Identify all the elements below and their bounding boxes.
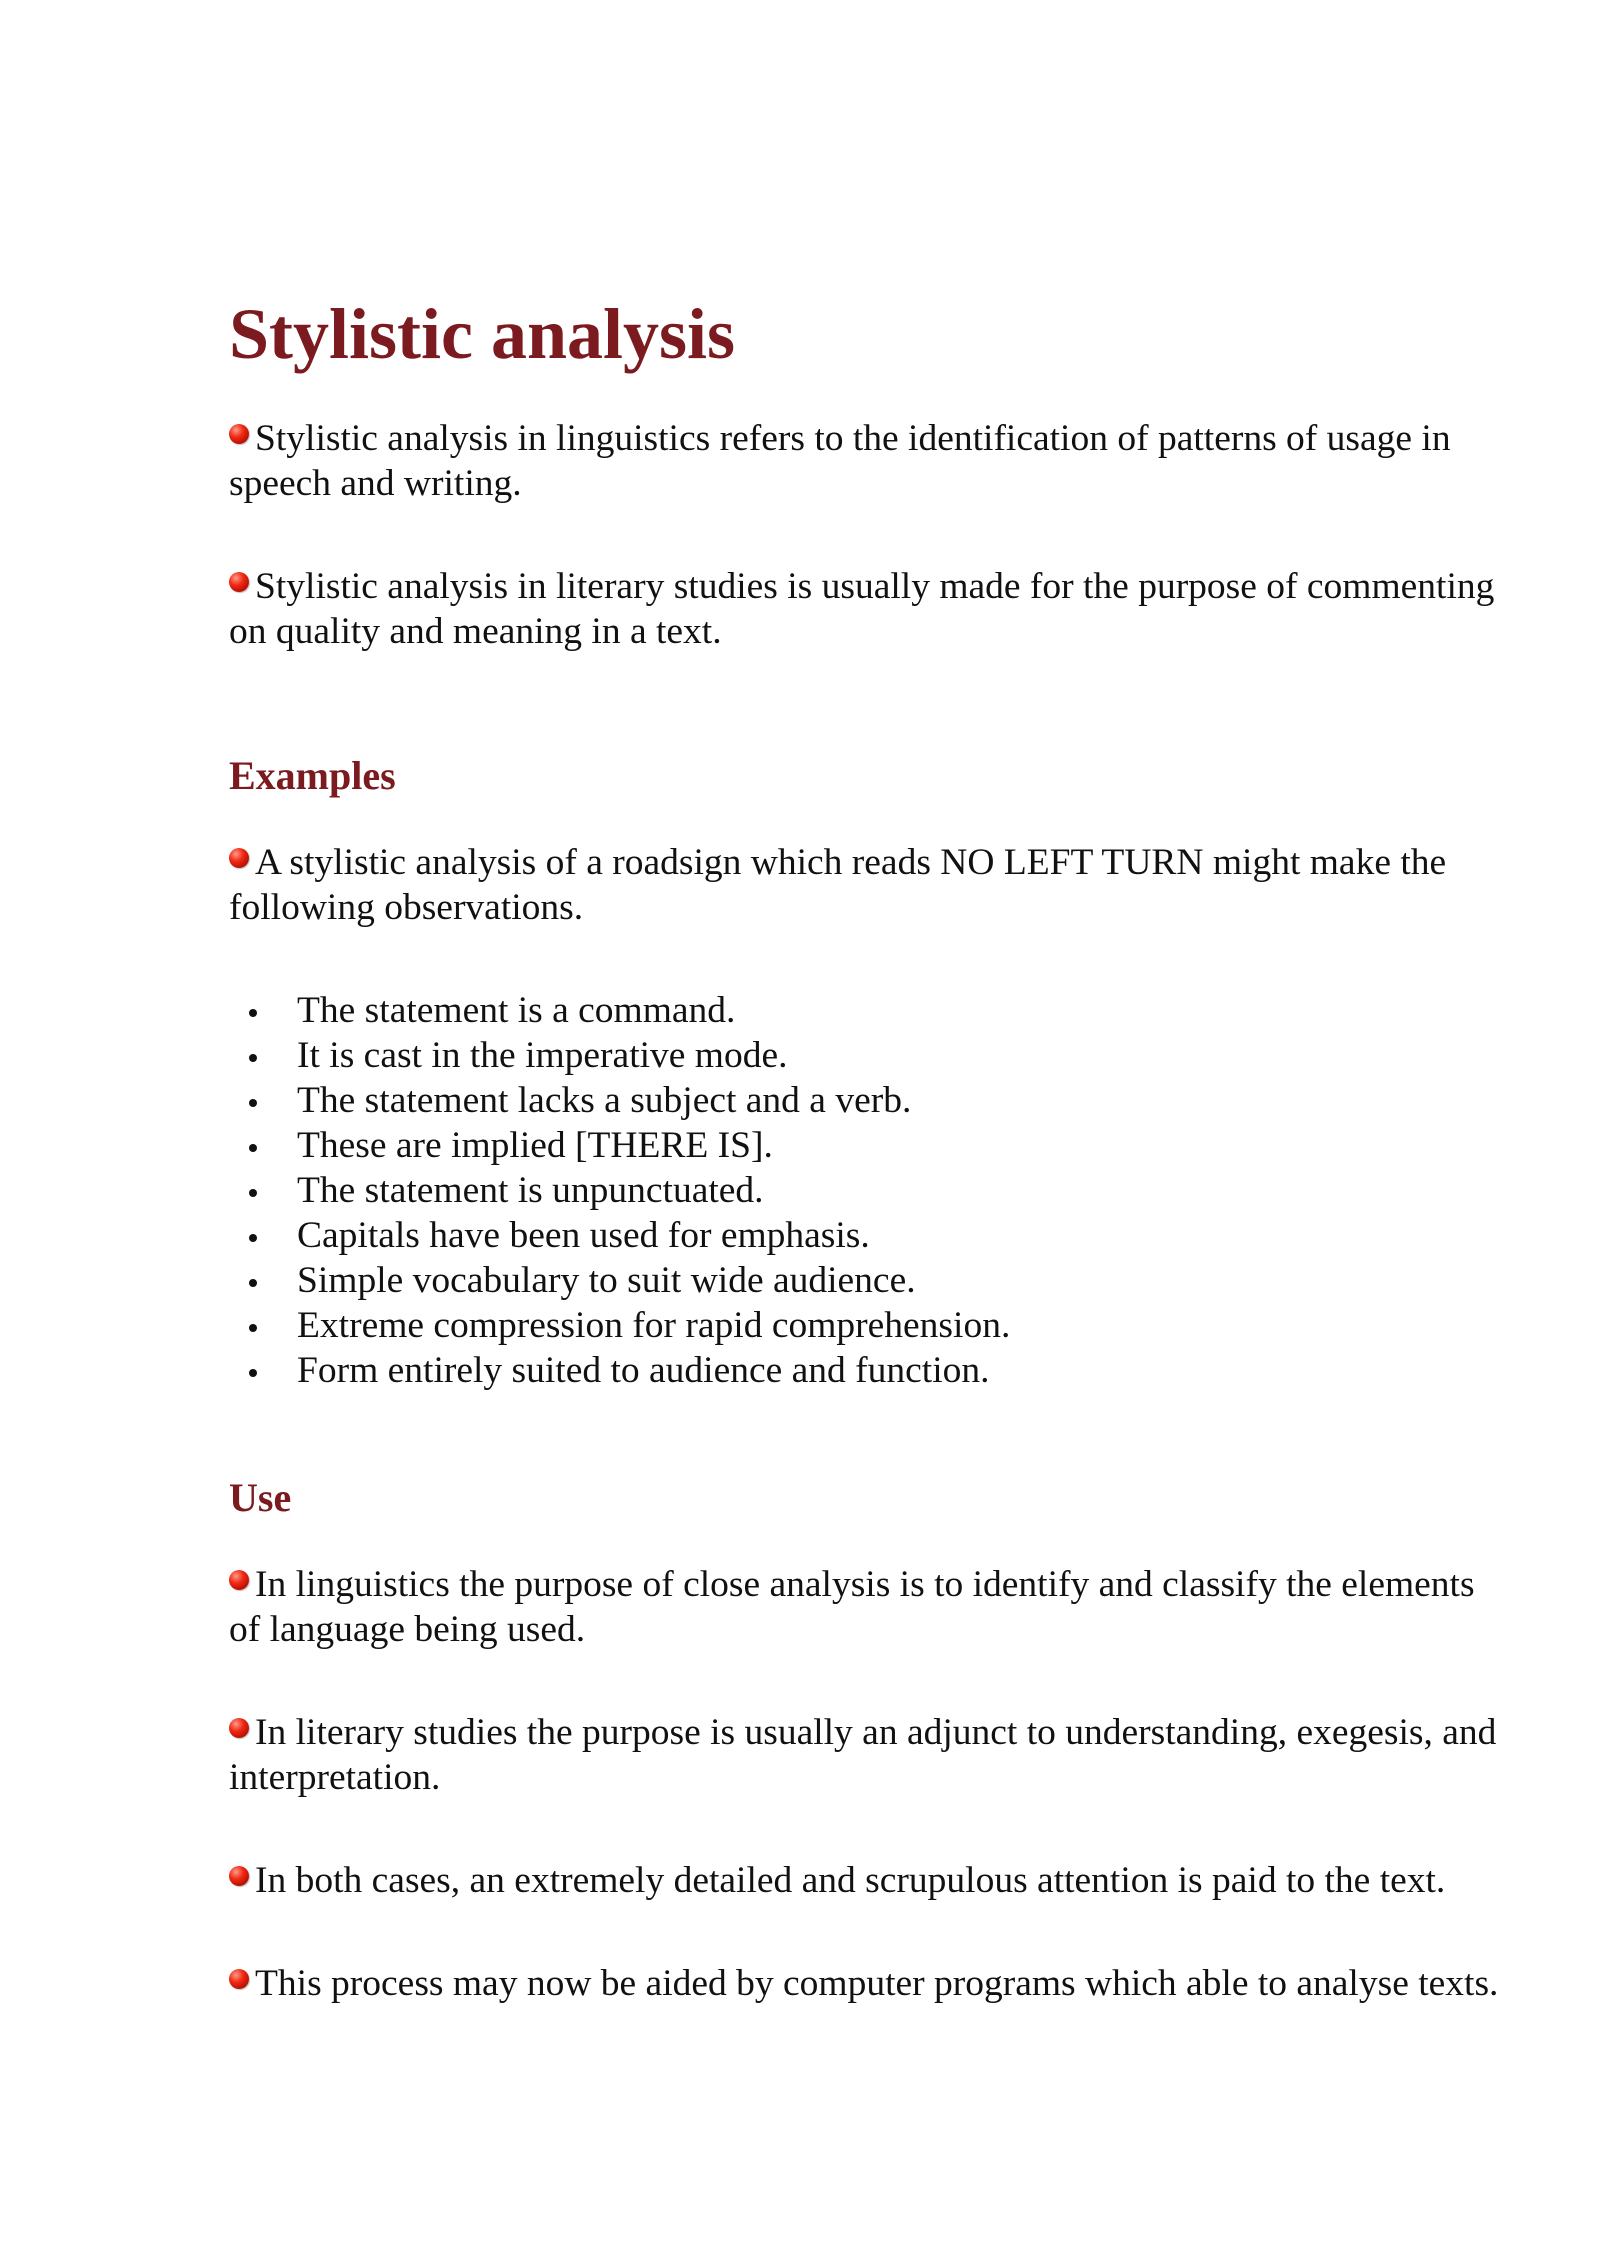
red-ball-icon — [229, 848, 249, 868]
paragraph-text: A stylistic analysis of a roadsign which reads NO LEFT TURN might make the following observations. — [229, 842, 1447, 928]
list-item: It is cast in the imperative mode. — [229, 1033, 1499, 1078]
page-title: Stylistic analysis — [229, 294, 736, 374]
intro-paragraph-linguistics — [229, 416, 1499, 506]
red-ball-icon — [229, 424, 249, 444]
section-heading-use: Use — [229, 1475, 292, 1520]
observations-list — [229, 988, 1499, 1393]
list-item: Extreme compression for rapid comprehension. — [229, 1303, 1499, 1348]
paragraph-text: In linguistics the purpose of close analysis is to identify and classify the elements of language being used. — [229, 1564, 1475, 1650]
list-item: Form entirely suited to audience and function. — [229, 1348, 1499, 1393]
paragraph-text: Stylistic analysis in linguistics refers to the identification of patterns of usage in speech and writing. — [229, 418, 1451, 504]
red-ball-icon — [229, 1866, 249, 1886]
paragraph-text: Stylistic analysis in literary studies is usually made for the purpose of commenting on quality and meaning in a text. — [229, 566, 1495, 652]
paragraph-text: This process may now be aided by computer programs which able to analyse texts. — [255, 1963, 1499, 2004]
use-paragraph-computer — [229, 1961, 1499, 2006]
red-ball-icon — [229, 1718, 249, 1738]
paragraph-text: In literary studies the purpose is usually an adjunct to understanding, exegesis, and interpretation. — [229, 1712, 1497, 1798]
list-item: Capitals have been used for emphasis. — [229, 1213, 1499, 1258]
paragraph-text: In both cases, an extremely detailed and scrupulous attention is paid to the text. — [255, 1860, 1446, 1901]
list-item: The statement is a command. — [229, 988, 1499, 1033]
red-ball-icon — [229, 1570, 249, 1590]
list-item: Simple vocabulary to suit wide audience. — [229, 1258, 1499, 1303]
use-paragraph-both-cases — [229, 1858, 1499, 1903]
intro-paragraph-literary — [229, 564, 1499, 654]
red-ball-icon — [229, 572, 249, 592]
list-item: The statement is unpunctuated. — [229, 1168, 1499, 1213]
red-ball-icon — [229, 1969, 249, 1989]
use-paragraph-linguistics — [229, 1562, 1499, 1652]
document-page — [229, 290, 1499, 2006]
section-heading-examples: Examples — [229, 753, 396, 798]
list-item: The statement lacks a subject and a verb. — [229, 1078, 1499, 1123]
list-item: These are implied [THERE IS]. — [229, 1123, 1499, 1168]
examples-paragraph — [229, 840, 1499, 930]
use-paragraph-literary — [229, 1710, 1499, 1800]
